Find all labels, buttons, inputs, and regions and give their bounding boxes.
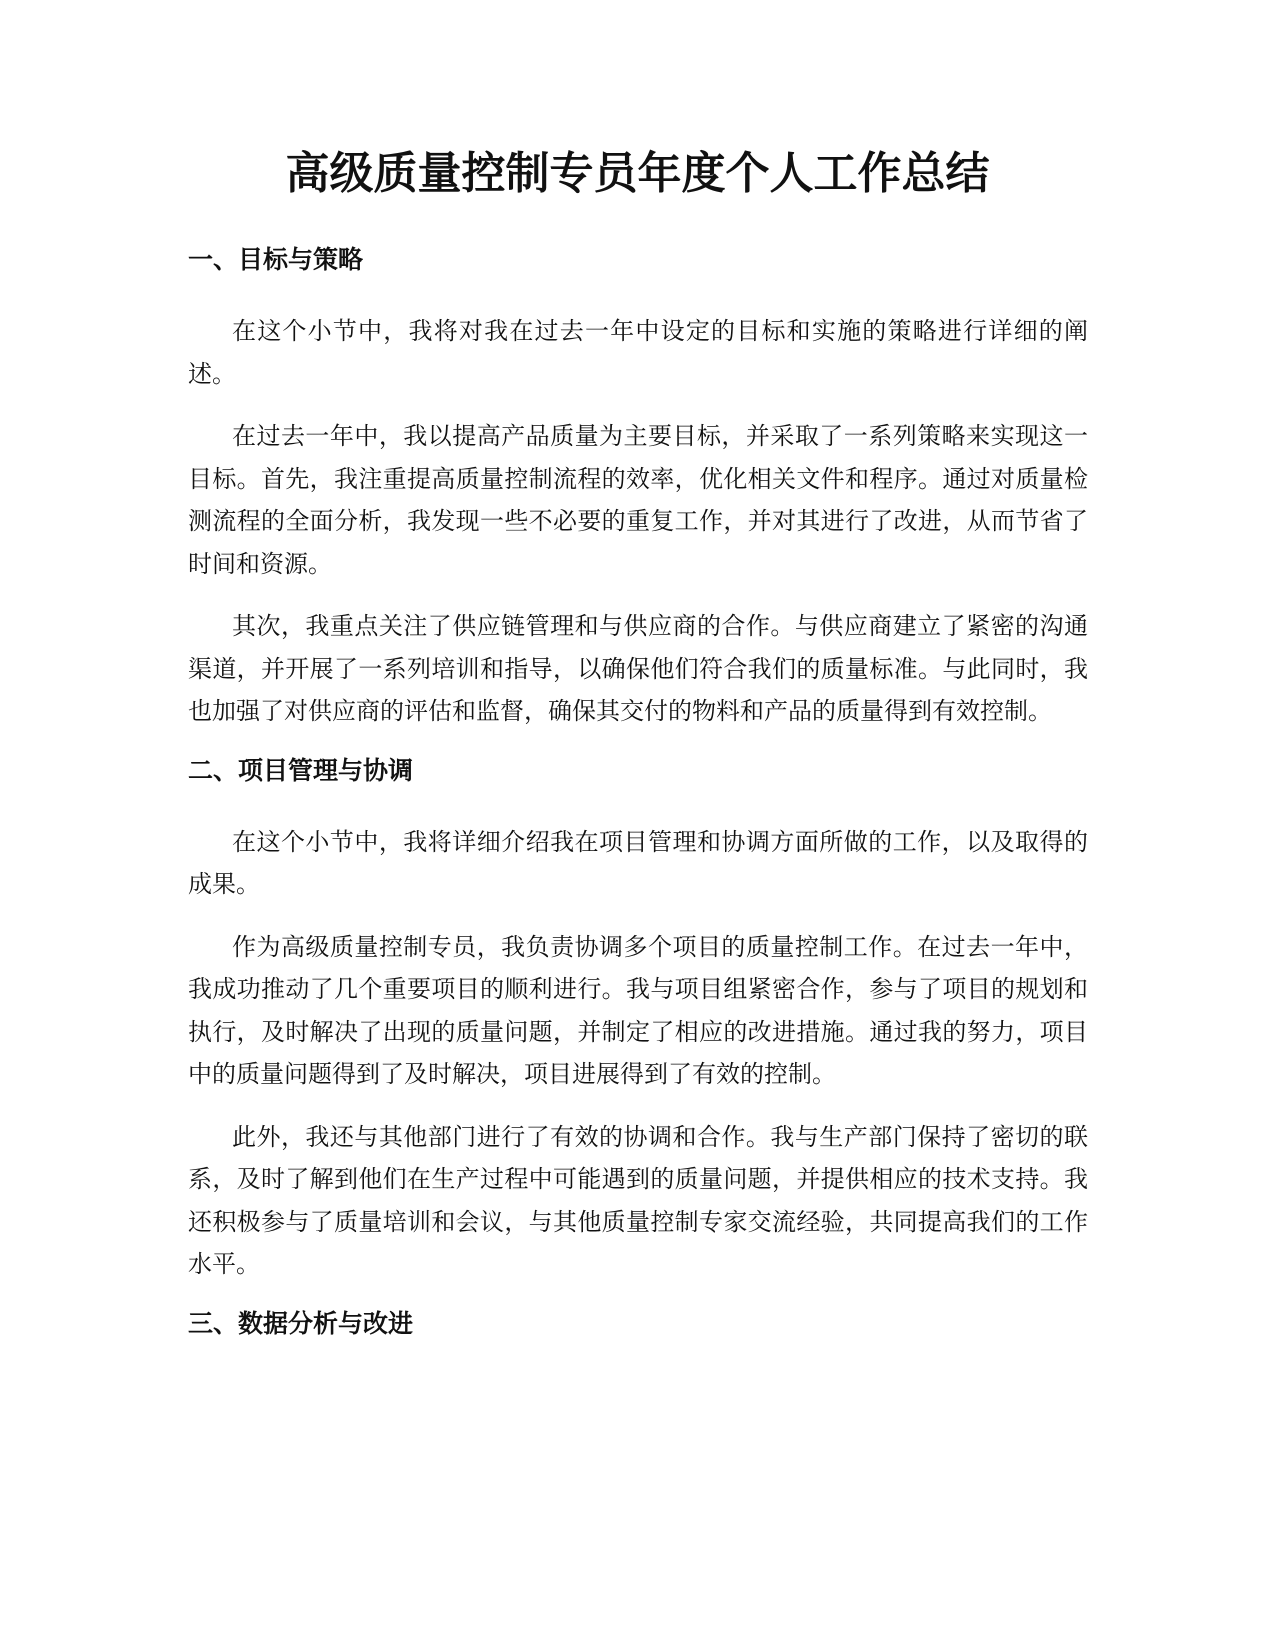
paragraph: 其次，我重点关注了供应链管理和与供应商的合作。与供应商建立了紧密的沟通渠道，并开展了一系列培训和指导，以确保他们符合我们的质量标准。与此同时，我也加强了对供应商的评估和监督，确保其交付的物料和产品的质量得到有效控制。 — [188, 612, 1088, 725]
section-heading-2: 二、项目管理与协调 — [188, 755, 414, 785]
document-title: 高级质量控制专员年度个人工作总结 — [285, 148, 990, 199]
paragraph: 作为高级质量控制专员，我负责协调多个项目的质量控制工作。在过去一年中，我成功推动了几个重要项目的顺利进行。我与项目组紧密合作，参与了项目的规划和执行，及时解决了出现的质量问题，并制定了相应的改进措施。通过我的努力，项目中的质量问题得到了及时解决，项目进展得到了有效的控制。 — [188, 932, 1088, 1088]
section-heading-3: 三、数据分析与改进 — [188, 1308, 414, 1338]
paragraph: 在这个小节中，我将对我在过去一年中设定的目标和实施的策略进行详细的阐述。 — [188, 317, 1088, 388]
document-body — [188, 240, 1088, 1344]
paragraph: 在这个小节中，我将详细介绍我在项目管理和协调方面所做的工作，以及取得的成果。 — [188, 827, 1088, 898]
section-heading-1: 一、目标与策略 — [188, 245, 364, 274]
paragraph: 在过去一年中，我以提高产品质量为主要目标，并采取了一系列策略来实现这一目标。首先，我注重提高质量控制流程的效率，优化相关文件和程序。通过对质量检测流程的全面分析，我发现一些不必要的重复工作，并对其进行了改进，从而节省了时间和资源。 — [188, 422, 1088, 578]
paragraph: 此外，我还与其他部门进行了有效的协调和合作。我与生产部门保持了密切的联系，及时了解到他们在生产过程中可能遇到的质量问题，并提供相应的技术支持。我还积极参与了质量培训和会议，与其他质量控制专家交流经验，共同提高我们的工作水平。 — [188, 1122, 1088, 1278]
